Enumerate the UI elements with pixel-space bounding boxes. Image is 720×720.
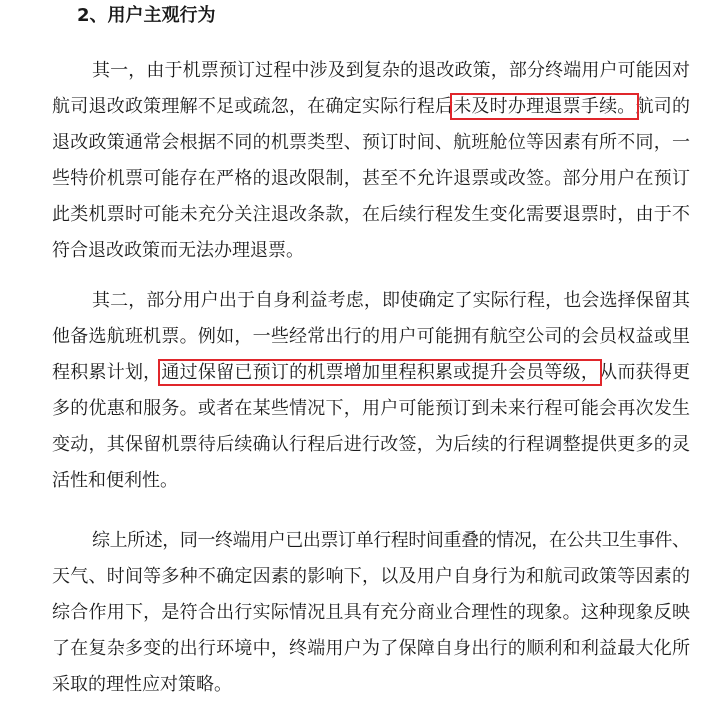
text-segment: 些特价机票可能存在严格的退改限制，甚至不允许退票或改签。部分用户在预订 bbox=[52, 168, 691, 189]
text-segment: 其二，部分用户出于自身利益考虑，即使确定了实际行程，也会选择保留其 bbox=[92, 290, 691, 311]
text-segment: 从而获得更 bbox=[599, 362, 691, 383]
paragraph-line bbox=[52, 637, 690, 661]
text-segment: 退改政策通常会根据不同的机票类型、预订时间、航班舱位等因素有所不同，一 bbox=[52, 132, 691, 153]
paragraph-line bbox=[52, 167, 690, 191]
paragraph-line bbox=[92, 289, 690, 313]
paragraph-line bbox=[52, 397, 690, 421]
paragraph-line bbox=[92, 59, 690, 83]
text-segment: 此类机票时可能未充分关注退改条款，在后续行程发生变化需要退票时，由于不 bbox=[52, 204, 691, 225]
text-segment: 综上所述，同一终端用户已出票订单行程时间重叠的情况，在公共卫生事件、 bbox=[92, 530, 690, 551]
paragraph-line bbox=[52, 673, 232, 697]
highlighted-text: 未及时办理退票手续。 bbox=[453, 96, 636, 117]
text-segment: 他备选航班机票。例如，一些经常出行的用户可能拥有航空公司的会员权益或里 bbox=[52, 326, 691, 347]
text-segment: 航司的 bbox=[635, 96, 691, 117]
paragraph-line bbox=[52, 131, 690, 155]
paragraph-line bbox=[52, 433, 690, 457]
text-segment: 变动，其保留机票待后续确认行程后进行改签，为后续的行程调整提供更多的灵 bbox=[52, 434, 691, 455]
paragraph-line bbox=[52, 565, 690, 589]
paragraph-line bbox=[52, 203, 690, 227]
text-segment: 采取的理性应对策略。 bbox=[52, 674, 232, 695]
paragraph-line bbox=[92, 529, 690, 553]
text-segment: 天气、时间等多种不确定因素的影响下，以及用户自身行为和航司政策等因素的 bbox=[52, 566, 691, 587]
paragraph-line bbox=[52, 239, 304, 263]
text-segment: 了在复杂多变的出行环境中，终端用户为了保障自身出行的顺利和利益最大化所 bbox=[52, 638, 691, 659]
text-segment: 多的优惠和服务。或者在某些情况下，用户可能预订到未来行程可能会再次发生 bbox=[52, 398, 691, 419]
paragraph-line bbox=[52, 95, 690, 119]
text-segment: 航司退改政策理解不足或疏忽，在确定实际行程后 bbox=[52, 96, 454, 117]
paragraph-line bbox=[52, 325, 690, 349]
paragraph-line bbox=[52, 469, 178, 493]
text-segment: 综合作用下，是符合出行实际情况且具有充分商业合理性的现象。这种现象反映 bbox=[52, 602, 691, 623]
paragraph-line bbox=[52, 361, 690, 385]
text-segment: 程积累计划， bbox=[52, 362, 162, 383]
text-segment: 符合退改政策而无法办理退票。 bbox=[52, 240, 304, 261]
paragraph-line bbox=[52, 601, 690, 625]
text-segment: 其一，由于机票预订过程中涉及到复杂的退改政策，部分终端用户可能因对 bbox=[92, 60, 691, 81]
section-heading: 2、用户主观行为 bbox=[77, 5, 216, 26]
text-segment: 活性和便利性。 bbox=[52, 470, 178, 491]
highlighted-text: 通过保留已预订的机票增加里程积累或提升会员等级， bbox=[161, 362, 600, 383]
